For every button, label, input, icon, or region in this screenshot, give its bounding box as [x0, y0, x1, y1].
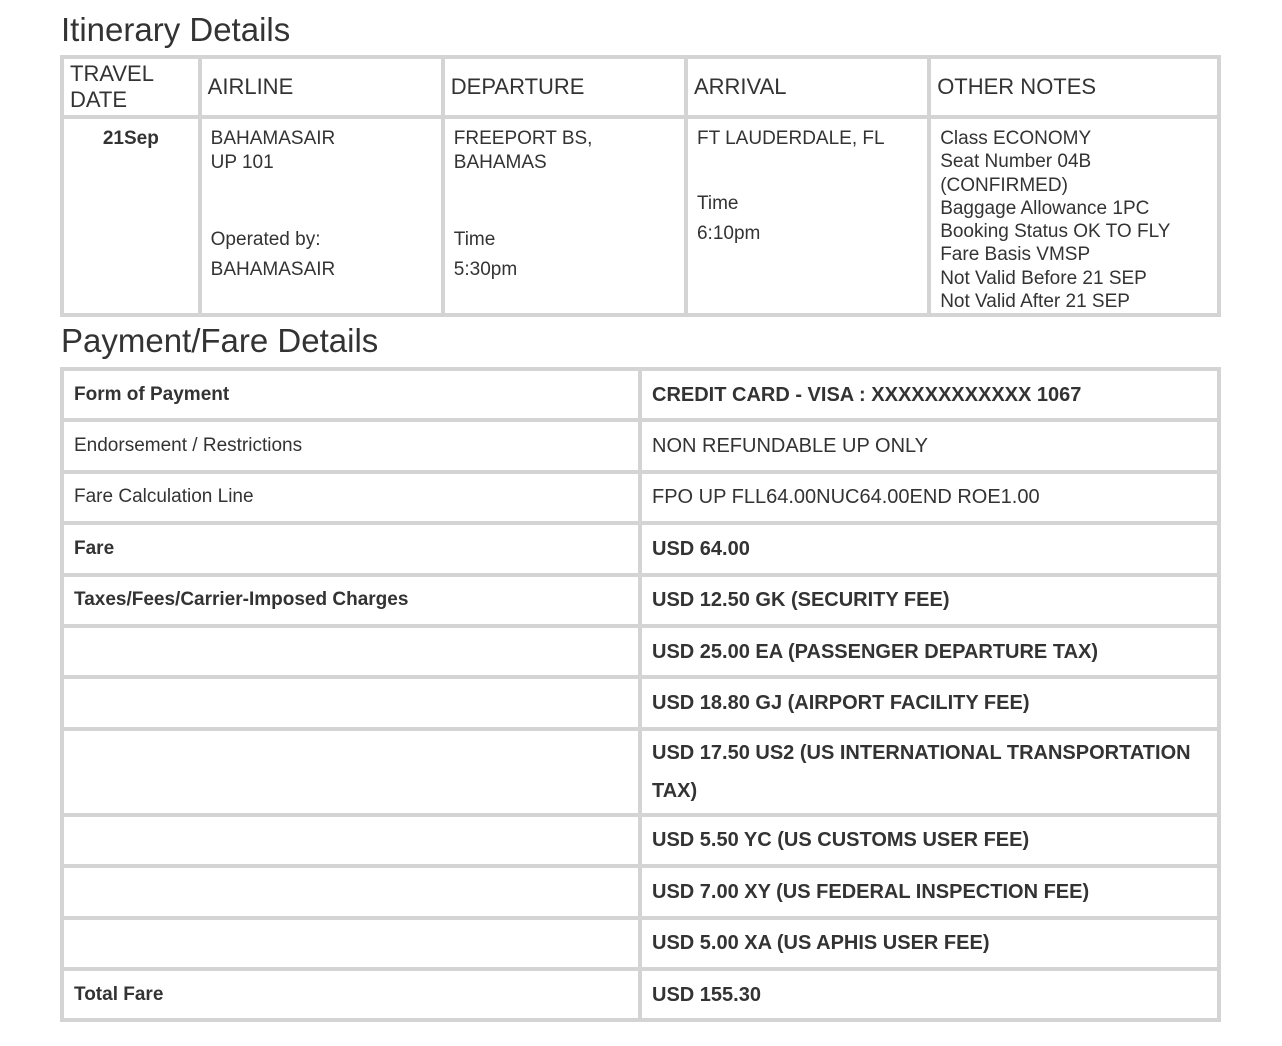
payment-value: USD 7.00 XY (US FEDERAL INSPECTION FEE)	[642, 868, 1217, 915]
note-fare-basis: Fare Basis VMSP	[940, 244, 1091, 266]
note-seat-status: (CONFIRMED)	[940, 174, 1068, 196]
note-class: Class ECONOMY	[940, 128, 1092, 149]
arrival-cell	[688, 119, 927, 313]
payment-row-tax	[64, 920, 1217, 967]
payment-value: USD 5.50 YC (US CUSTOMS USER FEE)	[642, 817, 1217, 864]
note-baggage: Baggage Allowance 1PC	[940, 197, 1150, 219]
note-not-valid-before: Not Valid Before 21 SEP	[940, 267, 1147, 289]
payment-label: Taxes/Fees/Carrier-Imposed Charges	[64, 577, 638, 624]
payment-label: Fare	[64, 525, 638, 572]
payment-row-taxes	[64, 577, 1217, 624]
payment-value: FPO UP FLL64.00NUC64.00END ROE1.00	[642, 474, 1217, 521]
header-departure: DEPARTURE	[445, 59, 684, 115]
other-notes-cell	[931, 119, 1217, 313]
header-travel-date-line1: TRAVEL	[70, 61, 154, 86]
payment-title: Payment/Fare Details	[61, 322, 379, 359]
payment-label: Fare Calculation Line	[64, 474, 638, 521]
payment-label: Endorsement / Restrictions	[64, 422, 638, 469]
payment-value: USD 12.50 GK (SECURITY FEE)	[642, 577, 1217, 624]
payment-value: CREDIT CARD - VISA : XXXXXXXXXXXX 1067	[642, 371, 1217, 418]
payment-label: Total Fare	[64, 971, 638, 1018]
operated-by-label: Operated by:	[210, 229, 321, 250]
airline-name: BAHAMASAIR	[210, 128, 336, 149]
payment-row-total	[64, 971, 1217, 1018]
header-travel-date	[64, 59, 198, 115]
payment-row-endorsement	[64, 422, 1217, 469]
payment-row-tax	[64, 679, 1217, 726]
itinerary-title: Itinerary Details	[61, 11, 291, 48]
header-airline: AIRLINE	[202, 59, 441, 115]
itinerary-header-row	[64, 59, 1217, 115]
payment-label	[64, 628, 638, 675]
payment-label	[64, 920, 638, 967]
payment-row-tax	[64, 817, 1217, 864]
airline-cell	[202, 119, 441, 313]
header-other-notes: OTHER NOTES	[931, 59, 1217, 115]
arrival-time-label: Time	[696, 193, 739, 214]
payment-label	[64, 868, 638, 915]
travel-date-cell	[64, 119, 198, 313]
payment-value: USD 17.50 US2 (US INTERNATIONAL TRANSPORTATION TAX)	[642, 731, 1217, 813]
note-booking-status: Booking Status OK TO FLY	[940, 221, 1171, 243]
flight-number: UP 101	[210, 152, 274, 173]
payment-value: USD 155.30	[642, 971, 1217, 1018]
arrival-place: FT LAUDERDALE, FL	[696, 128, 885, 149]
payment-value: NON REFUNDABLE UP ONLY	[642, 422, 1217, 469]
payment-row-fare	[64, 525, 1217, 572]
payment-row-tax	[64, 731, 1217, 813]
payment-label: Form of Payment	[64, 371, 638, 418]
payment-row-tax	[64, 868, 1217, 915]
arrival-time: 6:10pm	[696, 223, 761, 244]
note-not-valid-after: Not Valid After 21 SEP	[940, 291, 1130, 313]
operated-by-value: BAHAMASAIR	[210, 259, 336, 280]
payment-value: USD 25.00 EA (PASSENGER DEPARTURE TAX)	[642, 628, 1217, 675]
departure-time: 5:30pm	[453, 259, 518, 280]
payment-label	[64, 731, 638, 813]
itinerary-table	[60, 55, 1221, 317]
departure-cell	[445, 119, 684, 313]
payment-row-fare-calc	[64, 474, 1217, 521]
payment-label	[64, 817, 638, 864]
departure-city: FREEPORT BS,	[453, 128, 593, 149]
payment-value: USD 5.00 XA (US APHIS USER FEE)	[642, 920, 1217, 967]
header-arrival: ARRIVAL	[688, 59, 927, 115]
payment-table	[60, 367, 1221, 1022]
payment-row-tax	[64, 628, 1217, 675]
note-seat: Seat Number 04B	[940, 151, 1092, 173]
itinerary-row	[64, 119, 1217, 313]
payment-value: USD 64.00	[642, 525, 1217, 572]
travel-date: 21Sep	[102, 128, 159, 149]
payment-row-form-of-payment	[64, 371, 1217, 418]
departure-time-label: Time	[453, 229, 496, 250]
payment-label	[64, 679, 638, 726]
payment-value: USD 18.80 GJ (AIRPORT FACILITY FEE)	[642, 679, 1217, 726]
departure-country: BAHAMAS	[453, 152, 547, 173]
header-travel-date-line2: DATE	[70, 87, 128, 112]
